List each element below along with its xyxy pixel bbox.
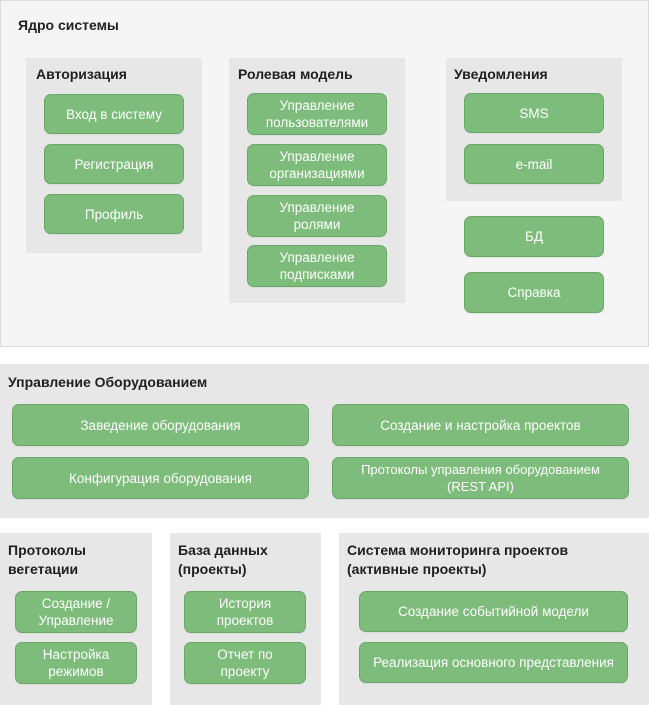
project-report-button[interactable]: Отчет по проекту [184, 642, 306, 684]
event-model-button[interactable]: Создание событийной модели [359, 591, 628, 632]
configure-modes-button[interactable]: Настройка режимов [15, 642, 137, 684]
database-title: База данных (проекты) [178, 542, 268, 577]
register-button[interactable]: Регистрация [44, 144, 184, 184]
email-button[interactable]: e-mail [464, 144, 604, 184]
login-button[interactable]: Вход в систему [44, 94, 184, 134]
create-manage-button[interactable]: Создание / Управление [15, 591, 137, 633]
equipment-title: Управление Оборудованием [8, 374, 208, 390]
manage-organizations-button[interactable]: Управление организациями [247, 144, 387, 186]
roles-title: Ролевая модель [238, 66, 353, 82]
manage-users-button[interactable]: Управление пользователями [247, 93, 387, 135]
auth-title: Авторизация [36, 66, 127, 82]
main-view-button[interactable]: Реализация основного представления [359, 642, 628, 683]
vegetation-title: Протоколы вегетации [8, 542, 86, 577]
add-equipment-button[interactable]: Заведение оборудования [12, 404, 309, 446]
core-system-title: Ядро системы [18, 17, 119, 33]
project-history-button[interactable]: История проектов [184, 591, 306, 633]
monitoring-title: Система мониторинга проектов (активные проекты) [347, 542, 569, 577]
sms-button[interactable]: SMS [464, 93, 604, 133]
equipment-config-button[interactable]: Конфигурация оборудования [12, 457, 309, 499]
profile-button[interactable]: Профиль [44, 194, 184, 234]
notifications-title: Уведомления [454, 66, 548, 82]
manage-roles-button[interactable]: Управление ролями [247, 195, 387, 237]
create-projects-button[interactable]: Создание и настройка проектов [332, 404, 629, 446]
equipment-protocols-button[interactable]: Протоколы управления оборудованием (REST API) [332, 457, 629, 499]
help-button[interactable]: Справка [464, 272, 604, 313]
db-button[interactable]: БД [464, 216, 604, 257]
manage-subscriptions-button[interactable]: Управление подписками [247, 245, 387, 287]
